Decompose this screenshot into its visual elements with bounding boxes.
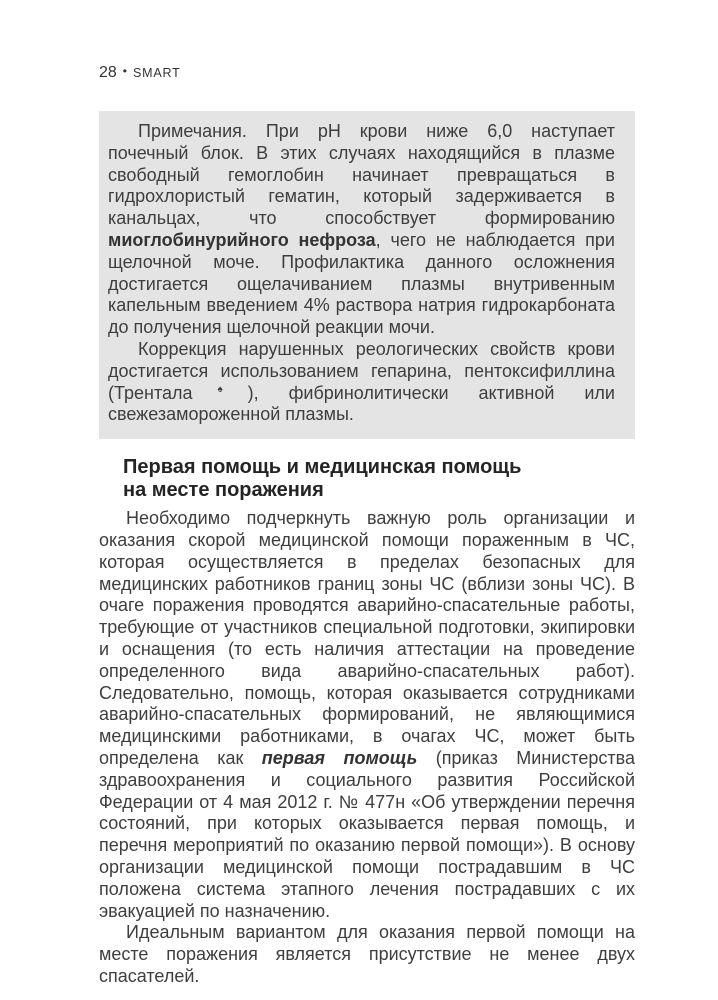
note-box [99, 111, 635, 439]
body-paragraph-1 [99, 508, 635, 922]
running-head [99, 63, 635, 83]
section-heading-line-2: на месте поражения [123, 479, 324, 502]
note-paragraph-1 [108, 121, 615, 339]
note-p2-text-end: ), фибринолитически активной или свежезамороженной плазмы. [108, 382, 615, 425]
page-number: 28 [99, 64, 117, 81]
section-heading-line-1: Первая помощь и медицинская помощь [123, 456, 522, 479]
book-title: SMART [133, 66, 181, 80]
note-p1-bold-term: миоглобинурийного нефроза [108, 229, 376, 250]
body-p1-emphasis-term: первая помощь [261, 747, 418, 768]
trade-name-symbol: ♠ [192, 383, 248, 395]
section-body [99, 508, 635, 988]
section-heading [99, 456, 635, 502]
note-p1-text-end: , чего не наблюдается при щелочной моче. Профилактика данного осложнения достигается ощелачиванием плазмы внутривенным капельным введением 4% раствора натрия гидрокарбоната до получения щелочной реакции мочи. [108, 229, 615, 338]
note-p2-text-start: Коррекция нарушенных реологических свойств крови достигается использованием гепарина, пентоксифиллина (Трентала [108, 338, 615, 403]
body-p1-text-start: Необходимо подчеркнуть важную роль организации и оказания скорой медицинской помощи пораженным в ЧС, которая осуществляется в пределах безопасных для медицинских работников границ зоны ЧС (вблизи зоны ЧС). В очаге поражения проводятся аварийно-спасательные работы, требующие от участников специальной подготовки, экипировки и оснащения (то есть наличия аттестации на проведение определенного вида аварийно-спасательных работ). Следовательно, помощь, которая оказывается сотрудниками аварийно-спасательных формирований, не являющимися медицинскими работниками, в очагах ЧС, может быть определена как [99, 508, 635, 768]
note-paragraph-2 [108, 339, 615, 426]
body-paragraph-2: Идеальным вариантом для оказания первой помощи на месте поражения является присутствие не менее двух спасателей. [99, 922, 635, 986]
body-p1-text-end: (приказ Министерства здравоохранения и социального развития Российской Федерации от 4 мая 2012 г. № 477н «Об утверждении перечня состояний, при которых оказывается первая помощь, и перечня мероприятий по оказанию первой помощи»). В основу организации медицинской помощи пострадавшим в ЧС положена система этапного лечения пострадавших с их эвакуацией по назначению. [99, 747, 635, 921]
note-p1-text-start: Примечания. При pH крови ниже 6,0 наступает почечный блок. В этих случаях находящийся в плазме свободный гемоглобин начинает превращаться в гидрохлористый гематин, который задерживается в канальцах, что способствует формированию [108, 121, 615, 229]
header-separator-dot: • [122, 64, 127, 78]
